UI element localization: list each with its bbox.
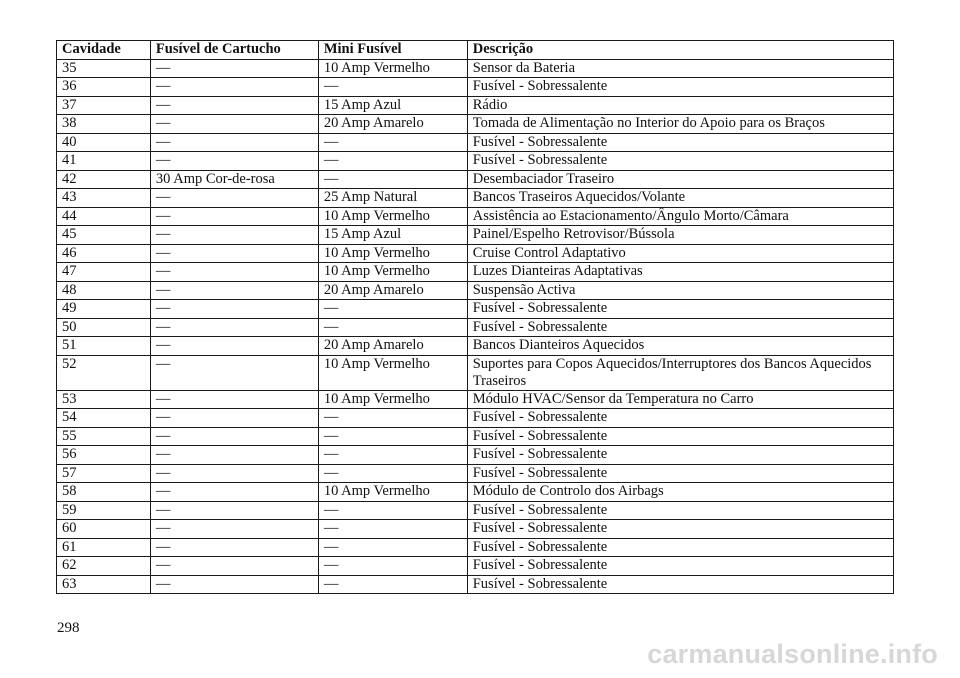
cell-mini-fusivel: 25 Amp Natural	[318, 189, 467, 208]
cell-cavidade: 38	[57, 115, 151, 134]
table-row	[57, 501, 894, 520]
cell-cavidade: 47	[57, 263, 151, 282]
cell-descricao: Fusível - Sobressalente	[467, 501, 893, 520]
cell-fusivel-cartucho: —	[150, 133, 318, 152]
cell-descricao: Fusível - Sobressalente	[467, 318, 893, 337]
cell-mini-fusivel: —	[318, 427, 467, 446]
table-row	[57, 263, 894, 282]
cell-cavidade: 46	[57, 244, 151, 263]
cell-fusivel-cartucho: —	[150, 78, 318, 97]
cell-mini-fusivel: —	[318, 520, 467, 539]
cell-cavidade: 48	[57, 281, 151, 300]
cell-descricao: Módulo HVAC/Sensor da Temperatura no Carro	[467, 390, 893, 409]
table-row	[57, 318, 894, 337]
cell-descricao: Bancos Dianteiros Aquecidos	[467, 337, 893, 356]
cell-mini-fusivel: —	[318, 152, 467, 171]
cell-mini-fusivel: 20 Amp Amarelo	[318, 281, 467, 300]
cell-fusivel-cartucho: —	[150, 59, 318, 78]
table-row	[57, 78, 894, 97]
table-row	[57, 575, 894, 594]
cell-fusivel-cartucho: —	[150, 446, 318, 465]
cell-fusivel-cartucho: —	[150, 520, 318, 539]
cell-fusivel-cartucho: —	[150, 464, 318, 483]
cell-fusivel-cartucho: —	[150, 337, 318, 356]
cell-cavidade: 60	[57, 520, 151, 539]
cell-descricao: Fusível - Sobressalente	[467, 409, 893, 428]
cell-fusivel-cartucho: —	[150, 483, 318, 502]
cell-fusivel-cartucho: —	[150, 300, 318, 319]
header-fusivel-cartucho: Fusível de Cartucho	[150, 41, 318, 60]
cell-cavidade: 41	[57, 152, 151, 171]
cell-cavidade: 59	[57, 501, 151, 520]
cell-mini-fusivel: —	[318, 575, 467, 594]
cell-descricao: Painel/Espelho Retrovisor/Bússola	[467, 226, 893, 245]
table-row	[57, 464, 894, 483]
cell-descricao: Fusível - Sobressalente	[467, 152, 893, 171]
cell-fusivel-cartucho: —	[150, 427, 318, 446]
fuse-table	[56, 40, 894, 594]
table-row	[57, 59, 894, 78]
cell-descricao: Bancos Traseiros Aquecidos/Volante	[467, 189, 893, 208]
cell-fusivel-cartucho: —	[150, 244, 318, 263]
cell-descricao: Suspensão Activa	[467, 281, 893, 300]
cell-fusivel-cartucho: —	[150, 318, 318, 337]
cell-descricao: Fusível - Sobressalente	[467, 446, 893, 465]
cell-descricao: Fusível - Sobressalente	[467, 464, 893, 483]
table-row	[57, 520, 894, 539]
cell-descricao: Fusível - Sobressalente	[467, 133, 893, 152]
cell-mini-fusivel: —	[318, 446, 467, 465]
cell-cavidade: 54	[57, 409, 151, 428]
cell-mini-fusivel: 10 Amp Vermelho	[318, 483, 467, 502]
cell-fusivel-cartucho: —	[150, 96, 318, 115]
cell-mini-fusivel: 10 Amp Vermelho	[318, 390, 467, 409]
table-row	[57, 390, 894, 409]
cell-mini-fusivel: 10 Amp Vermelho	[318, 59, 467, 78]
table-row	[57, 483, 894, 502]
cell-fusivel-cartucho: —	[150, 390, 318, 409]
cell-descricao: Sensor da Bateria	[467, 59, 893, 78]
table-body	[57, 59, 894, 594]
cell-fusivel-cartucho: 30 Amp Cor-de-rosa	[150, 170, 318, 189]
cell-descricao: Tomada de Alimentação no Interior do Apoio para os Braços	[467, 115, 893, 134]
cell-mini-fusivel: 20 Amp Amarelo	[318, 337, 467, 356]
cell-descricao: Fusível - Sobressalente	[467, 78, 893, 97]
cell-descricao: Suportes para Copos Aquecidos/Interruptores dos Bancos Aquecidos Traseiros	[467, 355, 893, 390]
table-row	[57, 189, 894, 208]
cell-mini-fusivel: 10 Amp Vermelho	[318, 355, 467, 390]
cell-descricao: Fusível - Sobressalente	[467, 427, 893, 446]
cell-fusivel-cartucho: —	[150, 152, 318, 171]
cell-mini-fusivel: —	[318, 133, 467, 152]
cell-mini-fusivel: 10 Amp Vermelho	[318, 263, 467, 282]
cell-cavidade: 43	[57, 189, 151, 208]
cell-mini-fusivel: —	[318, 501, 467, 520]
cell-cavidade: 52	[57, 355, 151, 390]
cell-cavidade: 53	[57, 390, 151, 409]
cell-fusivel-cartucho: —	[150, 226, 318, 245]
table-header-row	[57, 41, 894, 60]
cell-mini-fusivel: 15 Amp Azul	[318, 226, 467, 245]
cell-mini-fusivel: 10 Amp Vermelho	[318, 207, 467, 226]
cell-cavidade: 36	[57, 78, 151, 97]
cell-fusivel-cartucho: —	[150, 281, 318, 300]
cell-cavidade: 40	[57, 133, 151, 152]
table-row	[57, 115, 894, 134]
table-row	[57, 409, 894, 428]
table-row	[57, 427, 894, 446]
cell-fusivel-cartucho: —	[150, 575, 318, 594]
table-row	[57, 281, 894, 300]
cell-descricao: Módulo de Controlo dos Airbags	[467, 483, 893, 502]
table-row	[57, 355, 894, 390]
header-descricao: Descrição	[467, 41, 893, 60]
table-row	[57, 244, 894, 263]
table-row	[57, 96, 894, 115]
table-row	[57, 337, 894, 356]
cell-cavidade: 42	[57, 170, 151, 189]
cell-cavidade: 37	[57, 96, 151, 115]
cell-cavidade: 58	[57, 483, 151, 502]
cell-descricao: Luzes Dianteiras Adaptativas	[467, 263, 893, 282]
page-number: 298	[57, 620, 80, 636]
cell-descricao: Assistência ao Estacionamento/Ângulo Morto/Câmara	[467, 207, 893, 226]
table-row	[57, 557, 894, 576]
cell-mini-fusivel: —	[318, 78, 467, 97]
cell-descricao: Cruise Control Adaptativo	[467, 244, 893, 263]
cell-fusivel-cartucho: —	[150, 189, 318, 208]
cell-cavidade: 62	[57, 557, 151, 576]
cell-mini-fusivel: —	[318, 318, 467, 337]
cell-cavidade: 63	[57, 575, 151, 594]
cell-mini-fusivel: —	[318, 409, 467, 428]
cell-cavidade: 35	[57, 59, 151, 78]
cell-fusivel-cartucho: —	[150, 538, 318, 557]
cell-fusivel-cartucho: —	[150, 115, 318, 134]
cell-fusivel-cartucho: —	[150, 263, 318, 282]
cell-fusivel-cartucho: —	[150, 557, 318, 576]
table-row	[57, 133, 894, 152]
cell-descricao: Fusível - Sobressalente	[467, 300, 893, 319]
cell-mini-fusivel: —	[318, 464, 467, 483]
table-row	[57, 538, 894, 557]
cell-cavidade: 56	[57, 446, 151, 465]
cell-mini-fusivel: 10 Amp Vermelho	[318, 244, 467, 263]
cell-fusivel-cartucho: —	[150, 207, 318, 226]
cell-cavidade: 50	[57, 318, 151, 337]
cell-descricao: Fusível - Sobressalente	[467, 557, 893, 576]
cell-cavidade: 57	[57, 464, 151, 483]
cell-fusivel-cartucho: —	[150, 355, 318, 390]
cell-mini-fusivel: —	[318, 538, 467, 557]
header-cavidade: Cavidade	[57, 41, 151, 60]
cell-cavidade: 51	[57, 337, 151, 356]
cell-cavidade: 45	[57, 226, 151, 245]
cell-descricao: Desembaciador Traseiro	[467, 170, 893, 189]
cell-mini-fusivel: —	[318, 557, 467, 576]
table-row	[57, 446, 894, 465]
cell-descricao: Fusível - Sobressalente	[467, 575, 893, 594]
header-mini-fusivel: Mini Fusível	[318, 41, 467, 60]
cell-mini-fusivel: —	[318, 170, 467, 189]
table-row	[57, 152, 894, 171]
cell-descricao: Fusível - Sobressalente	[467, 538, 893, 557]
cell-mini-fusivel: 15 Amp Azul	[318, 96, 467, 115]
cell-cavidade: 44	[57, 207, 151, 226]
table-row	[57, 207, 894, 226]
cell-mini-fusivel: —	[318, 300, 467, 319]
cell-cavidade: 61	[57, 538, 151, 557]
cell-descricao: Fusível - Sobressalente	[467, 520, 893, 539]
table-row	[57, 226, 894, 245]
cell-cavidade: 49	[57, 300, 151, 319]
table-row	[57, 300, 894, 319]
cell-fusivel-cartucho: —	[150, 501, 318, 520]
cell-descricao: Rádio	[467, 96, 893, 115]
cell-fusivel-cartucho: —	[150, 409, 318, 428]
watermark: carmanualsonline.info	[647, 639, 938, 669]
table-row	[57, 170, 894, 189]
cell-mini-fusivel: 20 Amp Amarelo	[318, 115, 467, 134]
cell-cavidade: 55	[57, 427, 151, 446]
